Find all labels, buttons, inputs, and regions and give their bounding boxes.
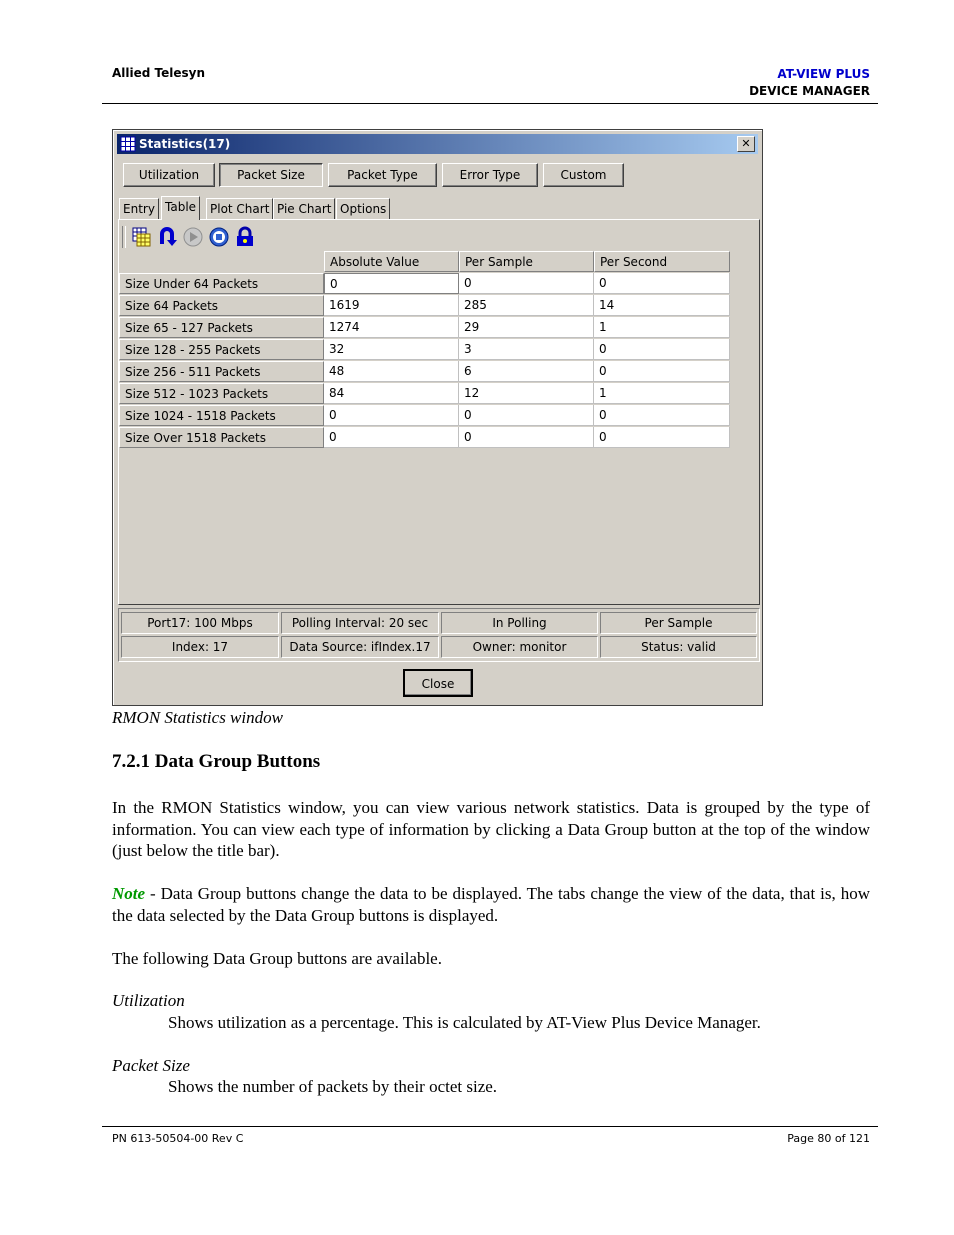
table-cell[interactable]: 0 bbox=[594, 427, 730, 448]
status-index: Index: 17 bbox=[121, 636, 279, 658]
stop-icon[interactable] bbox=[208, 226, 230, 248]
status-data-source: Data Source: ifIndex.17 bbox=[281, 636, 439, 658]
footer-rule bbox=[102, 1126, 878, 1127]
row-label: Size 1024 - 1518 Packets bbox=[119, 405, 324, 426]
tab-plot-chart[interactable]: Plot Chart bbox=[206, 198, 273, 219]
table-cell[interactable]: 29 bbox=[459, 317, 594, 338]
tab-pie-chart[interactable]: Pie Chart bbox=[273, 198, 335, 219]
row-label: Size Under 64 Packets bbox=[119, 273, 324, 294]
table-cell[interactable]: 1 bbox=[594, 383, 730, 404]
table-cell[interactable]: 1 bbox=[594, 317, 730, 338]
header-rule bbox=[102, 103, 878, 104]
table-cell[interactable]: 1619 bbox=[324, 295, 459, 316]
list-intro: The following Data Group buttons are available. bbox=[112, 949, 442, 968]
error-type-button[interactable]: Error Type bbox=[442, 163, 538, 187]
status-sample-mode: Per Sample bbox=[600, 612, 757, 634]
refresh-icon[interactable] bbox=[156, 226, 178, 248]
utilization-button[interactable]: Utilization bbox=[123, 163, 215, 187]
column-header-absolute-value[interactable]: Absolute Value bbox=[324, 251, 459, 272]
row-label: Size 128 - 255 Packets bbox=[119, 339, 324, 360]
desc-packet-size: Shows the number of packets by their octet size. bbox=[168, 1077, 498, 1096]
close-button[interactable]: Close bbox=[403, 669, 473, 697]
part-number: PN 613-50504-00 Rev C bbox=[112, 1132, 244, 1145]
tab-options[interactable]: Options bbox=[336, 198, 390, 219]
product-line-1: AT-VIEW PLUS bbox=[777, 67, 870, 81]
note-label: Note bbox=[112, 884, 146, 903]
grid-icon bbox=[120, 136, 136, 152]
table-cell[interactable]: 3 bbox=[459, 339, 594, 360]
tab-table[interactable]: Table bbox=[161, 196, 200, 220]
term-packet-size: Packet Size bbox=[112, 1056, 190, 1075]
table-cell[interactable]: 0 bbox=[594, 339, 730, 360]
title-bar[interactable] bbox=[117, 134, 758, 154]
product-line-2: DEVICE MANAGER bbox=[749, 84, 870, 98]
table-cell[interactable]: 0 bbox=[459, 273, 594, 294]
desc-utilization: Shows utilization as a percentage. This is calculated by AT-View Plus Device Manager. bbox=[168, 1013, 761, 1032]
table-cell[interactable]: 0 bbox=[594, 273, 730, 294]
row-label: Size 256 - 511 Packets bbox=[119, 361, 324, 382]
column-header-per-sample[interactable]: Per Sample bbox=[459, 251, 594, 272]
term-utilization: Utilization bbox=[112, 991, 185, 1010]
table-cell[interactable]: 0 bbox=[324, 427, 459, 448]
table-cell[interactable]: 0 bbox=[594, 405, 730, 426]
table-cell[interactable]: 0 bbox=[324, 273, 459, 294]
table-cell[interactable]: 32 bbox=[324, 339, 459, 360]
table-cell[interactable]: 285 bbox=[459, 295, 594, 316]
row-label: Size Over 1518 Packets bbox=[119, 427, 324, 448]
column-header-per-second[interactable]: Per Second bbox=[594, 251, 730, 272]
figure-caption: RMON Statistics window bbox=[112, 708, 283, 727]
table-cell[interactable]: 14 bbox=[594, 295, 730, 316]
intro-paragraph: In the RMON Statistics window, you can view various network statistics. Data is grouped by the type of information. You can view each type of information by clicking a Data Group button at the top of the window (just below the title bar). bbox=[112, 798, 870, 860]
status-polling-interval: Polling Interval: 20 sec bbox=[281, 612, 439, 634]
table-cell[interactable]: 1274 bbox=[324, 317, 459, 338]
lock-icon[interactable] bbox=[234, 226, 256, 248]
table-cell[interactable]: 48 bbox=[324, 361, 459, 382]
note-paragraph bbox=[112, 883, 870, 926]
table-cell[interactable]: 0 bbox=[324, 405, 459, 426]
status-owner: Owner: monitor bbox=[441, 636, 598, 658]
status-port: Port17: 100 Mbps bbox=[121, 612, 279, 634]
play-icon[interactable] bbox=[182, 226, 204, 248]
status-valid: Status: valid bbox=[600, 636, 757, 658]
table-cell[interactable]: 12 bbox=[459, 383, 594, 404]
table-cell[interactable]: 0 bbox=[594, 361, 730, 382]
table-grid-icon[interactable] bbox=[130, 226, 152, 248]
row-label: Size 512 - 1023 Packets bbox=[119, 383, 324, 404]
close-icon[interactable]: ✕ bbox=[737, 136, 755, 152]
packet-type-button[interactable]: Packet Type bbox=[328, 163, 437, 187]
window-title: Statistics(17) bbox=[139, 137, 231, 151]
table-cell[interactable]: 84 bbox=[324, 383, 459, 404]
table-cell[interactable]: 6 bbox=[459, 361, 594, 382]
company-name: Allied Telesyn bbox=[112, 66, 206, 80]
table-cell[interactable]: 0 bbox=[459, 427, 594, 448]
section-heading: 7.2.1 Data Group Buttons bbox=[112, 751, 321, 772]
row-label: Size 65 - 127 Packets bbox=[119, 317, 324, 338]
custom-button[interactable]: Custom bbox=[543, 163, 624, 187]
statistics-window bbox=[112, 129, 763, 706]
packet-size-button[interactable]: Packet Size bbox=[219, 163, 323, 187]
page-number: Page 80 of 121 bbox=[787, 1132, 870, 1145]
status-polling-state: In Polling bbox=[441, 612, 598, 634]
tab-entry[interactable]: Entry bbox=[119, 198, 159, 219]
table-cell[interactable]: 0 bbox=[459, 405, 594, 426]
row-label: Size 64 Packets bbox=[119, 295, 324, 316]
product-title bbox=[749, 66, 870, 100]
note-text: - Data Group buttons change the data to be displayed. The tabs change the view of the data, that is, how the data selected by the Data Group buttons is displayed. bbox=[112, 884, 870, 925]
toolbar-grip bbox=[122, 226, 126, 248]
